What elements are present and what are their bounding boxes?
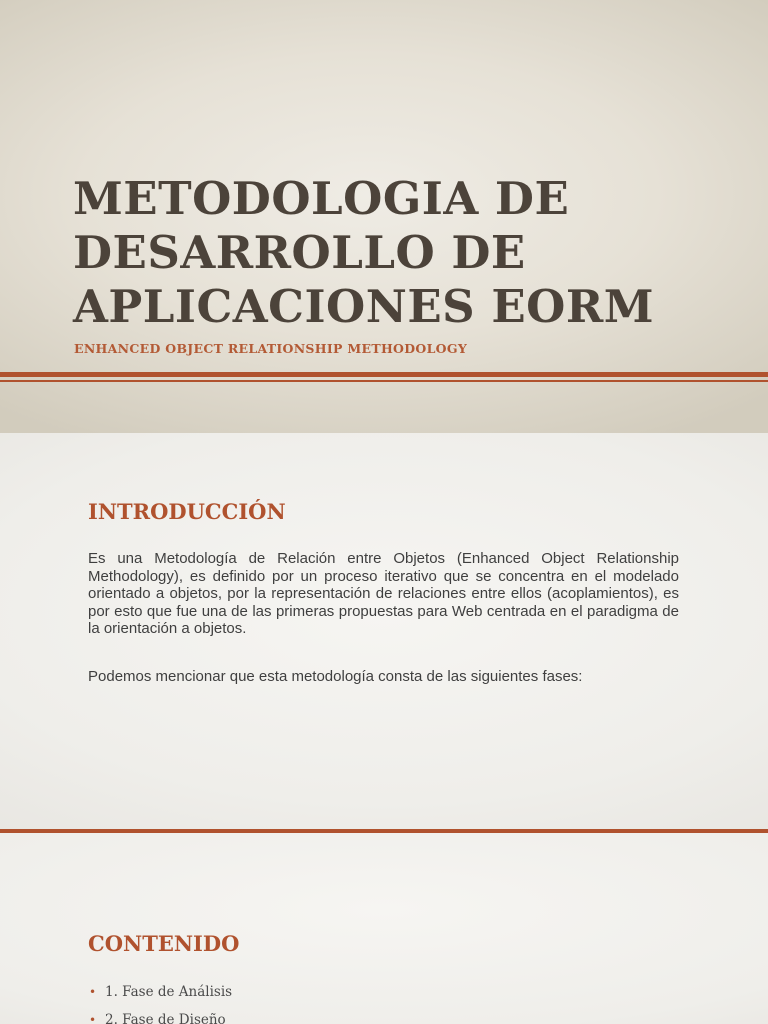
content-slide	[0, 833, 768, 1024]
list-item-label: 1. Fase de Análisis	[105, 984, 233, 1000]
intro-heading: INTRODUCCIÓN	[88, 499, 286, 524]
bullet-icon: •	[89, 985, 97, 999]
presentation-title	[73, 172, 743, 334]
title-line-3: APLICACIONES EORM	[73, 280, 655, 333]
content-heading: CONTENIDO	[88, 931, 240, 956]
title-divider-thin	[0, 380, 768, 382]
intro-paragraph: Es una Metodología de Relación entre Objetos (Enhanced Object Relationship Methodology), es definido por un proceso iterativo que se concentra en el modelado orientado a objetos, por la representación de relaciones entre ellos (acoplamientos), es por esto que fue una de las primeras propuestas para Web centrada en el paradigma de la orientación a objetos.	[88, 550, 679, 637]
content-list	[88, 983, 232, 1024]
intro-phases-sentence: Podemos mencionar que esta metodología consta de las siguientes fases:	[88, 668, 583, 685]
list-item	[88, 1011, 232, 1024]
list-item-label: 2. Fase de Diseño	[105, 1012, 226, 1024]
title-divider-thick	[0, 372, 768, 377]
title-line-2: DESARROLLO DE	[73, 226, 526, 279]
bullet-icon: •	[89, 1013, 97, 1024]
title-slide	[0, 0, 768, 433]
title-line-1: METODOLOGIA DE	[73, 172, 570, 225]
intro-slide	[0, 433, 768, 829]
list-item	[88, 983, 232, 1011]
presentation-subtitle: ENHANCED OBJECT RELATIONSHIP METHODOLOGY	[74, 341, 468, 356]
